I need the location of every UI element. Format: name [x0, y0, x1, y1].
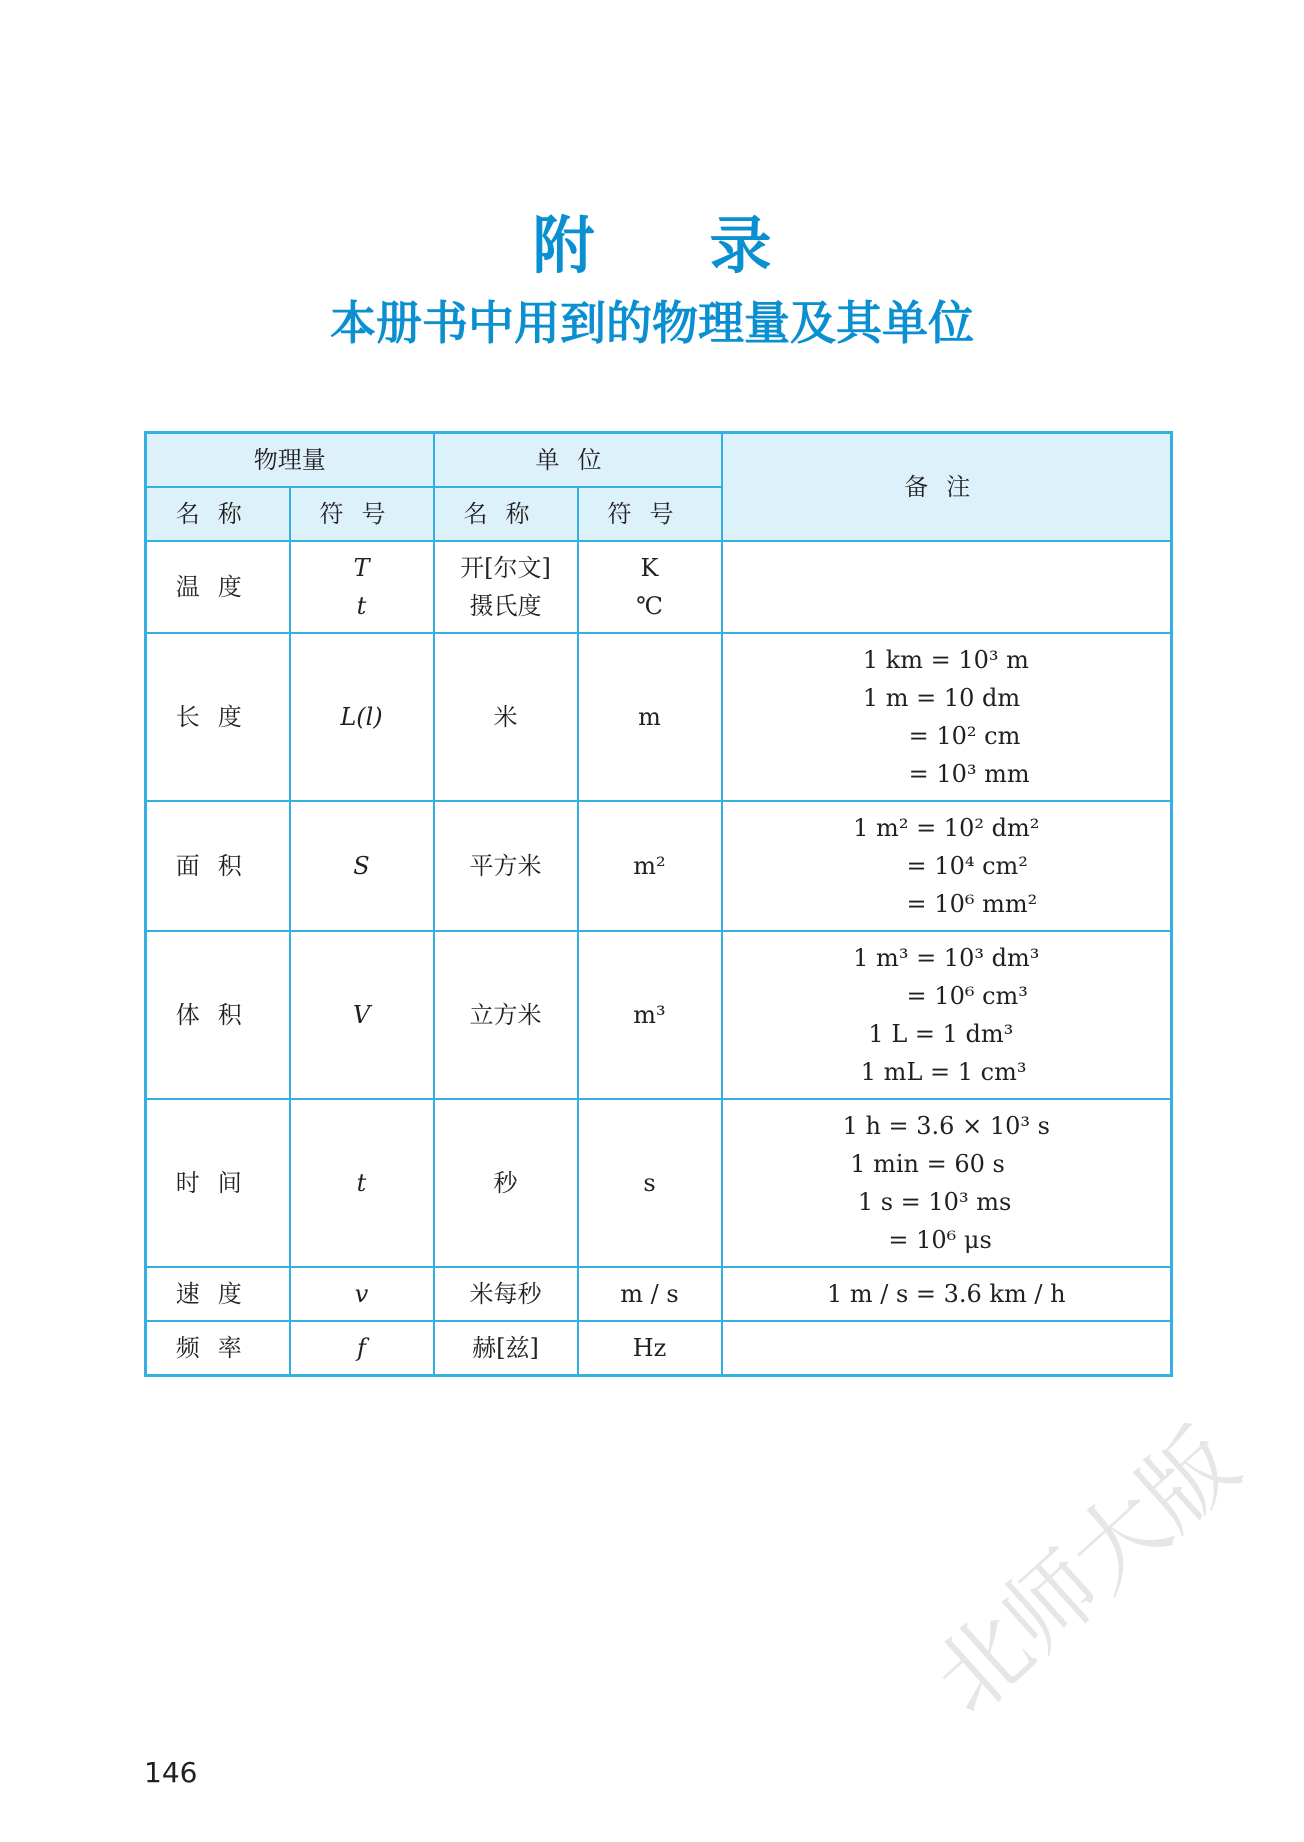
unit-name [434, 801, 578, 931]
header-quantity-symbol-label: 符号 [319, 500, 404, 528]
quantity-symbol [290, 1321, 434, 1375]
table-row [146, 1267, 1172, 1321]
unit-symbol-line: m³ [633, 1001, 666, 1029]
appendix-title: 附录 [532, 209, 887, 282]
publisher-watermark: 北师大版 [913, 1408, 1259, 1735]
unit-symbol-line: ℃ [636, 592, 663, 620]
quantity-symbol-line: t [356, 592, 367, 620]
remarks-cell [722, 1321, 1172, 1375]
unit-symbol [578, 541, 722, 633]
remark-line: = 10⁶ mm² [853, 890, 1038, 918]
header-quantity-symbol [290, 487, 434, 541]
remarks-lines [843, 1107, 1050, 1259]
header-unit-symbol-label: 符号 [607, 500, 692, 528]
table-row [146, 801, 1172, 931]
remark-line: 1 m = 10 dm [862, 684, 1021, 712]
units-table [144, 431, 1173, 1377]
remark-line: = 10⁶ μs [842, 1226, 992, 1254]
remarks-lines [853, 809, 1039, 923]
unit-name-line: 立方米 [469, 1001, 542, 1029]
remark-line: 1 m³ = 10³ dm³ [853, 944, 1040, 972]
remark-line: = 10³ mm [862, 760, 1030, 788]
unit-symbol [578, 1321, 722, 1375]
remarks-cell [722, 1099, 1172, 1267]
unit-symbol [578, 1099, 722, 1267]
page-number: 146 [144, 1756, 198, 1789]
remark-line: 1 km = 10³ m [862, 646, 1029, 674]
unit-name-line: 赫[兹] [472, 1333, 539, 1362]
unit-symbol [578, 633, 722, 801]
remark-line: 1 min = 60 s [842, 1150, 1005, 1178]
quantity-symbol-line: f [357, 1333, 366, 1362]
unit-name [434, 1099, 578, 1267]
remarks-cell [722, 541, 1172, 633]
quantity-name-cell [146, 1321, 290, 1375]
quantity-name-cell [146, 1099, 290, 1267]
quantity-symbol-line: V [352, 1001, 371, 1029]
header-unit-group-label: 单位 [535, 446, 620, 474]
unit-symbol-line: m / s [620, 1280, 679, 1308]
quantity-symbol [290, 1099, 434, 1267]
unit-symbol-line: m² [633, 852, 666, 880]
unit-name-line: 米 [493, 703, 518, 731]
unit-name [434, 931, 578, 1099]
unit-symbol-line: s [643, 1169, 656, 1197]
header-unit-group [434, 433, 722, 488]
unit-symbol [578, 931, 722, 1099]
header-remarks [722, 433, 1172, 542]
unit-symbol-line: K [640, 554, 659, 582]
unit-symbol-line: m [638, 703, 661, 731]
table-row [146, 1099, 1172, 1267]
unit-name-line: 秒 [493, 1169, 518, 1197]
remark-line: 1 m / s = 3.6 km / h [826, 1280, 1066, 1308]
quantity-name: 频率 [175, 1333, 260, 1362]
remark-line: 1 s = 10³ ms [842, 1188, 1012, 1216]
header-quantity-group [146, 433, 434, 488]
quantity-name: 体积 [175, 1001, 260, 1029]
quantity-name-cell [146, 1267, 290, 1321]
unit-name-line: 米每秒 [469, 1280, 542, 1308]
table-row [146, 931, 1172, 1099]
header-unit-name [434, 487, 578, 541]
remarks-cell [722, 633, 1172, 801]
header-quantity-group-label: 物理量 [253, 446, 326, 474]
quantity-name: 面积 [175, 852, 260, 880]
quantity-name: 长度 [175, 703, 260, 731]
quantity-name-cell [146, 931, 290, 1099]
unit-name [434, 633, 578, 801]
units-table-body [146, 541, 1172, 1375]
quantity-name: 温度 [175, 573, 260, 601]
unit-name [434, 1321, 578, 1375]
quantity-symbol [290, 633, 434, 801]
unit-symbol [578, 801, 722, 931]
remarks-lines [827, 1275, 1066, 1313]
remarks-cell [722, 1267, 1172, 1321]
remark-line: = 10² cm [862, 722, 1021, 750]
quantity-name: 时间 [175, 1169, 260, 1197]
quantity-symbol [290, 541, 434, 633]
unit-name [434, 541, 578, 633]
quantity-symbol-line: v [354, 1280, 369, 1308]
quantity-symbol-line: L(l) [340, 703, 383, 731]
remark-line: 1 m² = 10² dm² [853, 814, 1040, 842]
header-quantity-name-label: 名称 [175, 500, 260, 528]
quantity-symbol-line: T [353, 554, 370, 582]
remarks-cell [722, 801, 1172, 931]
table-row [146, 633, 1172, 801]
remarks-lines [863, 641, 1030, 793]
unit-symbol-line: Hz [632, 1333, 667, 1362]
table-row [146, 1321, 1172, 1375]
remark-line: = 10⁶ cm³ [853, 982, 1028, 1010]
header-unit-symbol [578, 487, 722, 541]
header-remarks-label: 备注 [904, 473, 989, 501]
unit-name-line: 摄氏度 [469, 592, 542, 620]
quantity-symbol [290, 1267, 434, 1321]
remarks-lines [853, 939, 1039, 1091]
unit-name-line: 平方米 [469, 852, 542, 880]
appendix-subtitle: 本册书中用到的物理量及其单位 [330, 296, 974, 350]
quantity-symbol [290, 931, 434, 1099]
header-quantity-name [146, 487, 290, 541]
remark-line: 1 h = 3.6 × 10³ s [842, 1112, 1050, 1140]
quantity-name-cell [146, 633, 290, 801]
quantity-symbol [290, 801, 434, 931]
unit-name-line: 开[尔文] [460, 554, 551, 582]
quantity-symbol-line: S [353, 852, 370, 880]
remark-line: 1 L = 1 dm³ [853, 1020, 1014, 1048]
remark-line: = 10⁴ cm² [853, 852, 1028, 880]
quantity-name: 速度 [175, 1280, 260, 1308]
remark-line: 1 mL = 1 cm³ [853, 1058, 1027, 1086]
quantity-name-cell [146, 801, 290, 931]
quantity-name-cell [146, 541, 290, 633]
remarks-cell [722, 931, 1172, 1099]
table-row [146, 541, 1172, 633]
header-unit-name-label: 名称 [463, 500, 548, 528]
quantity-symbol-line: t [356, 1169, 367, 1197]
unit-name [434, 1267, 578, 1321]
unit-symbol [578, 1267, 722, 1321]
